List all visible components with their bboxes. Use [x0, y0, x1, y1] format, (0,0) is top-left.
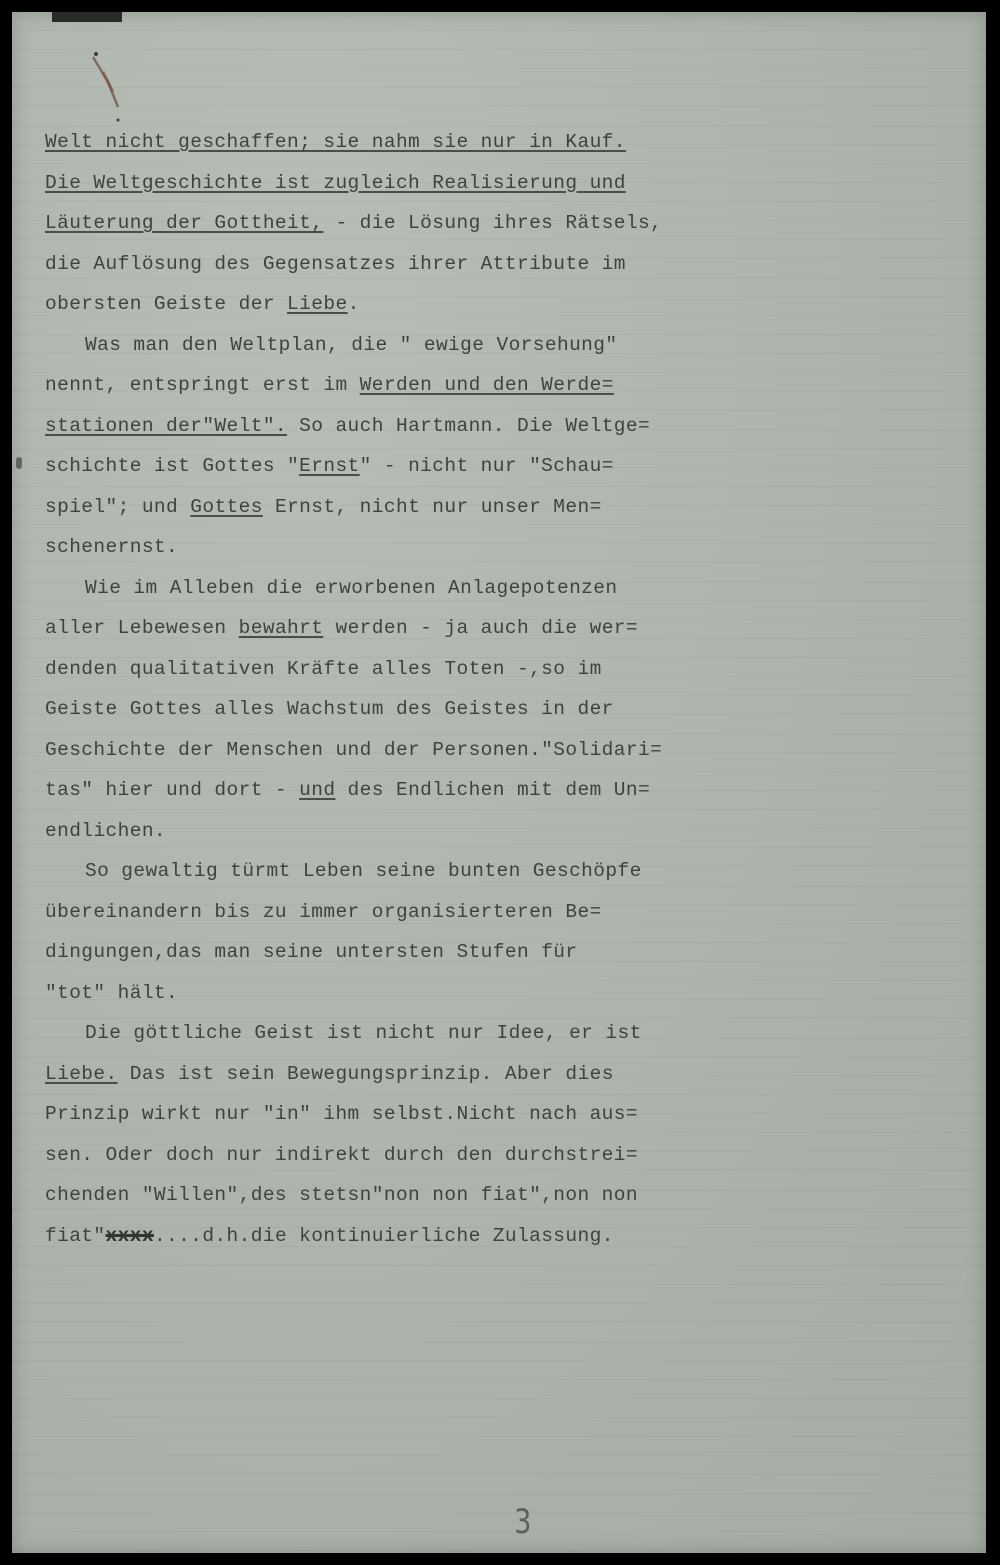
- text-line: [45, 1175, 945, 1216]
- text-segment: denden qualitativen Kräfte alles Toten -,so im: [45, 657, 602, 680]
- text-segment: schichte ist Gottes ": [45, 455, 300, 477]
- text-line: [45, 163, 945, 204]
- text-line: [45, 365, 945, 406]
- text-segment: Was man den Weltplan, die " ewige Vorsehung": [85, 333, 618, 356]
- struck-out-text: xxxx: [105, 1224, 154, 1247]
- text-segment: Wie im Alleben die erworbenen Anlagepotenzen: [85, 576, 618, 599]
- underlined-text: Werden und den Werde=: [359, 374, 614, 396]
- underlined-text: Ernst: [299, 455, 360, 477]
- underlined-text: und: [299, 779, 336, 801]
- text-segment: Ernst, nicht nur unser Men=: [262, 495, 602, 518]
- ink-stain-mark: [88, 52, 148, 122]
- text-line: [45, 932, 945, 973]
- text-segment: nennt, entspringt erst im: [45, 374, 360, 396]
- document-body: [45, 122, 945, 1256]
- text-segment: die Auflösung des Gegensatzes ihrer Attribute im: [45, 252, 626, 275]
- text-segment: Geiste Gottes alles Wachstum des Geistes in der: [45, 698, 614, 720]
- text-segment: Die göttliche Geist ist nicht nur Idee, er ist: [85, 1022, 642, 1044]
- text-line: [45, 851, 945, 892]
- text-line: [45, 1054, 945, 1095]
- page-number: 3: [514, 1502, 532, 1542]
- text-segment: Prinzip wirkt nur "in" ihm selbst.Nicht nach aus=: [45, 1103, 638, 1125]
- underlined-text: Läuterung der Gottheit,: [45, 212, 324, 234]
- typewritten-page: [12, 12, 986, 1553]
- text-segment: - die Lösung ihres Rätsels,: [323, 212, 663, 234]
- text-line: [45, 770, 945, 811]
- text-segment: des Endlichen mit dem Un=: [335, 779, 651, 801]
- text-segment: endlichen.: [45, 819, 167, 842]
- text-line: [45, 406, 945, 447]
- text-segment: fiat": [45, 1224, 106, 1247]
- underlined-text: stationen der"Welt".: [45, 414, 288, 437]
- text-line: [45, 689, 945, 730]
- text-segment: chenden "Willen",des stetsn"non non fiat",non non: [45, 1184, 638, 1206]
- text-segment: schenernst.: [45, 536, 179, 558]
- text-line: [45, 973, 945, 1014]
- text-line: [45, 730, 945, 771]
- text-segment: obersten Geiste der: [45, 293, 288, 315]
- text-segment: So gewaltig türmt Leben seine bunten Geschöpfe: [85, 860, 642, 882]
- text-line: [45, 1216, 945, 1257]
- text-segment: Geschichte der Menschen und der Personen."Solidari=: [45, 738, 663, 761]
- underlined-text: Liebe.: [45, 1062, 118, 1085]
- text-segment: "tot" hält.: [45, 981, 179, 1004]
- text-line: [45, 1094, 945, 1135]
- underlined-text: bewahrt: [238, 617, 324, 639]
- text-line: [45, 203, 945, 244]
- text-line: [45, 446, 945, 487]
- underlined-text: Gottes: [190, 495, 263, 518]
- text-line: [45, 487, 945, 528]
- underlined-text: Welt nicht geschaffen; sie nahm sie nur in Kauf.: [45, 131, 626, 153]
- underlined-text: Liebe: [287, 293, 348, 315]
- margin-punch-mark: [16, 457, 22, 469]
- text-line: [45, 811, 945, 852]
- text-segment: So auch Hartmann. Die Weltge=: [287, 414, 651, 437]
- text-segment: spiel"; und: [45, 495, 191, 518]
- text-line: [45, 527, 945, 568]
- text-line: [45, 608, 945, 649]
- text-line: [45, 325, 945, 366]
- text-segment: tas" hier und dort -: [45, 779, 300, 801]
- text-segment: übereinandern bis zu immer organisierteren Be=: [45, 900, 602, 923]
- text-segment: " - nicht nur "Schau=: [359, 455, 614, 477]
- text-line: [45, 568, 945, 609]
- text-line: [45, 1013, 945, 1054]
- text-line: [45, 649, 945, 690]
- text-segment: .: [347, 293, 360, 315]
- text-line: [45, 1135, 945, 1176]
- top-edge-mark: [52, 12, 122, 22]
- text-segment: aller Lebewesen: [45, 617, 239, 639]
- text-line: [45, 244, 945, 285]
- text-line: [45, 122, 945, 163]
- text-line: [45, 892, 945, 933]
- text-segment: werden - ja auch die wer=: [323, 617, 639, 639]
- text-segment: ....d.h.die kontinuierliche Zulassung.: [153, 1224, 614, 1247]
- underlined-text: Die Weltgeschichte ist zugleich Realisierung und: [45, 171, 626, 194]
- text-segment: sen. Oder doch nur indirekt durch den durchstrei=: [45, 1143, 638, 1166]
- text-line: [45, 284, 945, 325]
- text-segment: dingungen,das man seine untersten Stufen für: [45, 941, 578, 963]
- text-segment: Das ist sein Bewegungsprinzip. Aber dies: [117, 1062, 614, 1085]
